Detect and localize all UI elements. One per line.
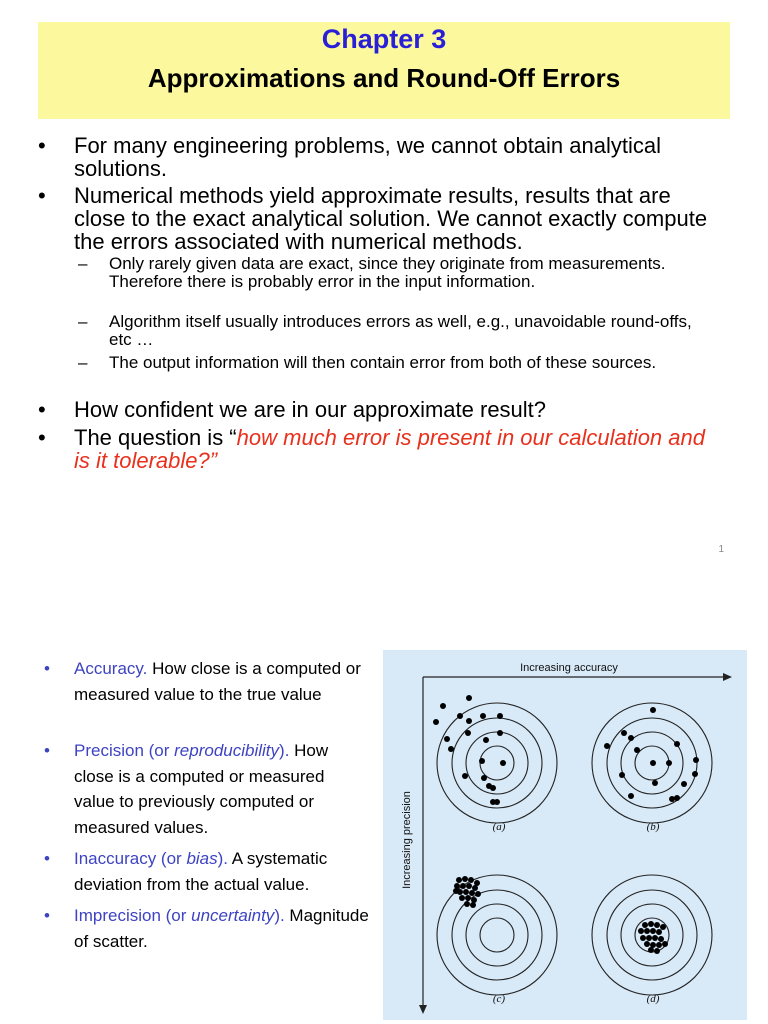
shot-dot <box>650 707 656 713</box>
shot-dot <box>481 775 487 781</box>
shot-dot <box>650 928 656 934</box>
shot-dot <box>646 935 652 941</box>
shot-dot <box>628 735 634 741</box>
shot-dot <box>692 771 698 777</box>
shot-dot <box>648 947 654 953</box>
question-prefix: The question is “ <box>74 425 237 450</box>
shot-dot <box>634 747 640 753</box>
accuracy-precision-figure <box>383 650 747 1020</box>
shot-dot <box>460 883 466 889</box>
title-box <box>38 22 730 119</box>
term: Inaccuracy (or <box>74 849 187 868</box>
shot-dot <box>469 890 475 896</box>
definition: Magnitude of scatter. <box>74 906 369 951</box>
definition: How close is a computed or measured value to the true value <box>74 659 361 704</box>
term: Precision (or <box>74 741 175 760</box>
bullet-marker: • <box>44 906 50 925</box>
term-italic: bias <box>186 849 218 868</box>
shot-dot <box>463 889 469 895</box>
bullet-marker: • <box>38 397 46 422</box>
shot-dot <box>466 695 472 701</box>
shot-dot <box>464 901 470 907</box>
term-end: ). <box>217 849 229 868</box>
sub-bullet-text: Only rarely given data are exact, since they originate from measurements. Therefore there is probably error in the input information. <box>109 254 666 291</box>
bullet-marker: • <box>38 183 46 208</box>
dash-marker: – <box>78 353 88 372</box>
shot-dot <box>465 895 471 901</box>
shot-dot <box>604 743 610 749</box>
shot-dot <box>656 929 662 935</box>
bullet-marker: • <box>38 425 46 450</box>
shot-dot <box>444 736 450 742</box>
slide-title: Approximations and Round-Off Errors <box>147 63 621 93</box>
bullet-marker: • <box>44 849 50 868</box>
shot-dot <box>666 760 672 766</box>
shot-dot <box>644 928 650 934</box>
shot-dot <box>652 780 658 786</box>
shot-dot <box>650 760 656 766</box>
panel-label-a: (a) <box>492 821 506 833</box>
bullet-text: How confident we are in our approximate result? <box>74 397 547 422</box>
term-italic: reproducibility <box>174 741 280 760</box>
bullet-marker: • <box>44 659 50 678</box>
shot-dot <box>644 941 650 947</box>
definition: A systematic deviation from the actual value. <box>74 849 328 894</box>
bullet-marker: • <box>38 133 46 158</box>
shot-dot <box>621 730 627 736</box>
shot-dot <box>662 941 668 947</box>
shot-dot <box>648 921 654 927</box>
term: Accuracy. <box>74 659 148 678</box>
term: Imprecision (or <box>74 906 192 925</box>
panel-label-d: (d) <box>646 993 660 1005</box>
shot-dot <box>466 883 472 889</box>
shot-dot <box>669 796 675 802</box>
chapter-title: Chapter 3 <box>321 24 447 54</box>
shot-dot <box>462 876 468 882</box>
shot-dot <box>490 785 496 791</box>
x-axis-label: Increasing accuracy <box>520 662 618 674</box>
shot-dot <box>480 713 486 719</box>
shot-dot <box>619 772 625 778</box>
panel-label-c: (c) <box>492 993 506 1005</box>
shot-dot <box>433 719 439 725</box>
shot-dot <box>628 793 634 799</box>
definition: How close is a computed or measured value to previously computed or measured values. <box>74 741 329 837</box>
shot-dot <box>674 741 680 747</box>
shot-dot <box>459 895 465 901</box>
shot-dot <box>454 883 460 889</box>
term-end: ). <box>279 741 290 760</box>
shot-dot <box>470 902 476 908</box>
term-italic: uncertainty <box>191 906 275 925</box>
y-axis-label: Increasing precision <box>401 791 413 889</box>
shot-dot <box>652 935 658 941</box>
shot-dot <box>654 948 660 954</box>
shot-dot <box>457 713 463 719</box>
sub-bullet-text: The output information will then contain error from both of these sources. <box>109 353 657 372</box>
bullet-text: For many engineering problems, we cannot obtain analytical solutions. <box>74 133 661 181</box>
shot-dot <box>456 877 462 883</box>
shot-dot <box>448 746 454 752</box>
figure-background <box>383 650 747 1020</box>
panel-label-b: (b) <box>646 821 660 833</box>
bullet-text: Numerical methods yield approximate results, results that are close to the exact analytical solution. We cannot exactly compute the errors associated with numerical methods. <box>74 183 708 254</box>
shot-dot <box>500 760 506 766</box>
dash-marker: – <box>78 312 88 331</box>
shot-dot <box>465 730 471 736</box>
shot-dot <box>674 795 680 801</box>
shot-dot <box>494 799 500 805</box>
shot-dot <box>660 924 666 930</box>
question-highlight: how much error is present in our calculation and is it tolerable?” <box>74 425 705 473</box>
shot-dot <box>681 781 687 787</box>
shot-dot <box>638 928 644 934</box>
shot-dot <box>475 891 481 897</box>
bullet-marker: • <box>44 741 50 760</box>
shot-dot <box>471 897 477 903</box>
shot-dot <box>472 885 478 891</box>
shot-dot <box>640 935 646 941</box>
shot-dot <box>656 942 662 948</box>
shot-dot <box>453 888 459 894</box>
sub-bullet-text: Algorithm itself usually introduces errors as well, e.g., unavoidable round-offs, etc … <box>109 312 692 349</box>
shot-dot <box>642 922 648 928</box>
shot-dot <box>483 737 489 743</box>
shot-dot <box>466 718 472 724</box>
dash-marker: – <box>78 254 88 273</box>
shot-dot <box>658 936 664 942</box>
shot-dot <box>462 773 468 779</box>
shot-dot <box>440 703 446 709</box>
bullet-text <box>74 426 718 472</box>
shot-dot <box>497 730 503 736</box>
term-end: ). <box>274 906 285 925</box>
shot-dot <box>693 757 699 763</box>
shot-dot <box>654 922 660 928</box>
page-number: 1 <box>718 544 724 555</box>
shot-dot <box>468 877 474 883</box>
shot-dot <box>497 713 503 719</box>
shot-dot <box>479 758 485 764</box>
